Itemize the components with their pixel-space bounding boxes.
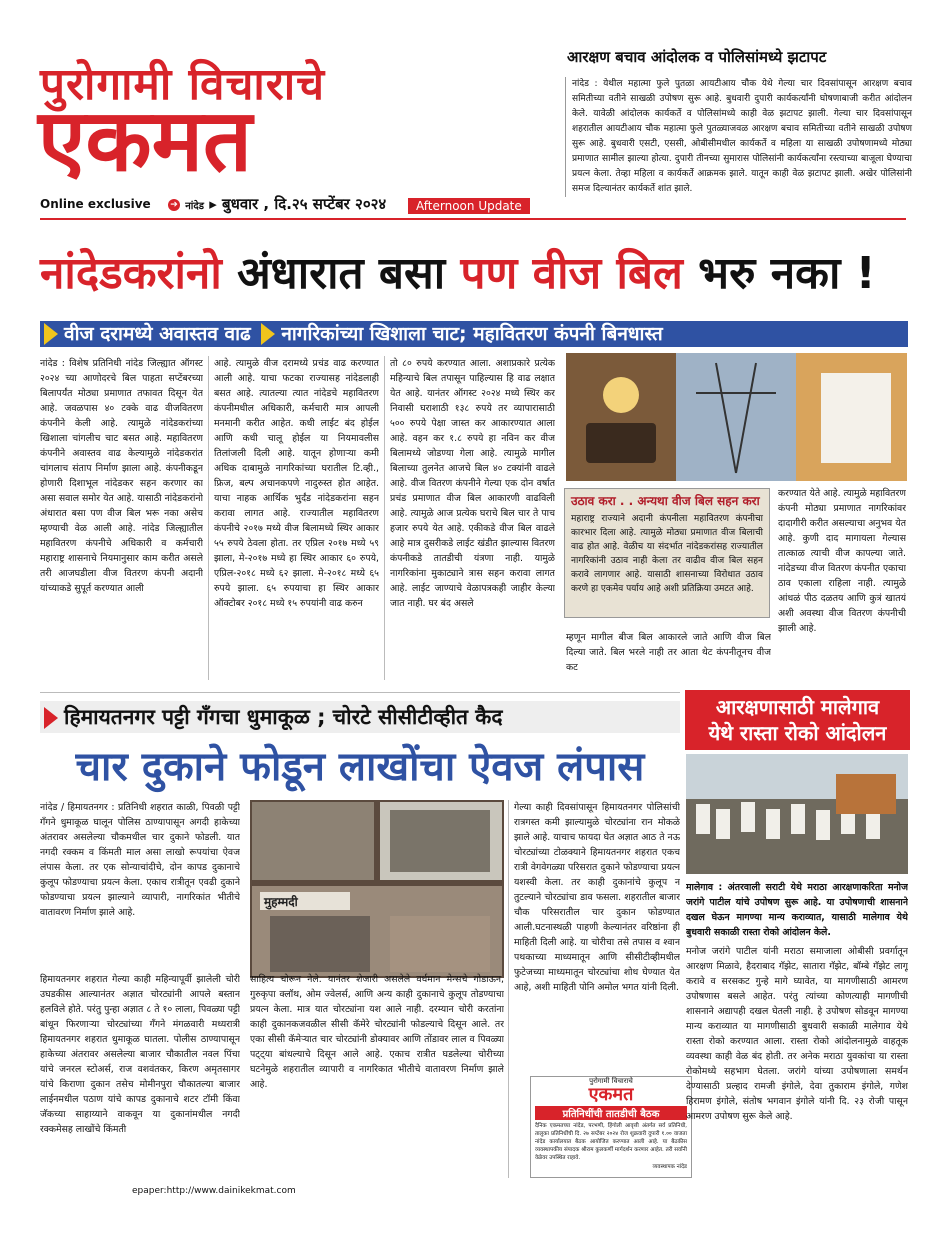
second-subheadline <box>40 701 680 733</box>
electricity-photo-collage <box>566 353 907 481</box>
column-divider <box>384 356 385 680</box>
edition-badge: Afternoon Update <box>408 198 530 214</box>
notice-logo: एकमत <box>588 1084 634 1105</box>
second-story-col-3: गेल्या काही दिवसांपासून हिमायतनगर पोलिसांची रात्रगस्त कमी झाल्यामुळे चोरट्यांना रान मोकळे झाले आहे. याचाच फायदा घेत अज्ञात आठ ते नऊ चोरट्यांच्या टोळक्याने हिमायतनगर शहरात एकच रात्री वेगवेगळ्या परिसरात दुकाने फोडण्याचा प्रयत्न यशस्वी केला. तर काही दुकानांचे कुलूप न तुटल्याने चोरट्यांचा डाव फसला. शहरातील बाजार चौक परिसरातील चार दुकान फोडण्यात आली.घटनास्थळी पाहणी केल्यानंतर वरिष्ठांना ही माहिती दिली आहे. या चोरीचा तसे तपास व श्वान पथकाच्या माध्यमातून आणि सीसीटीव्हीमधील फुटेजच्या माध्यमातून चोरट्यांचा शोध घेण्यात येत आहे, अशी माहिती पोनि अमोल भगत यांनी दिली. <box>514 802 680 993</box>
dateline <box>168 194 386 214</box>
side-box <box>564 488 770 618</box>
subheadline-1: वीज दरामध्ये अवास्तव वाढ <box>64 323 251 345</box>
meeting-notice-box <box>530 1076 692 1178</box>
main-story-col-4: म्हणून मागील बीज बिल आकारले जाते आणि वीज बिल दिल्या जाते. बिल भरले नाही तर आता थेट कंपनीतूनच वीज कट <box>566 632 771 673</box>
top-story-text: नांदेड : येथील महात्मा फुले पुतळा आयटीआय चौक येथे गेल्या चार दिवसांपासून आरक्षण बचाव समितीच्या वतीने साखळी उपोषण सुरू आहे. बुधवारी दुपारी कार्यकर्त्यांनी घोषणाबाजी करीत आंदोलन केले. यावेळी आंदोलक कार्यकर्ते व पोलिसांमध्ये काही वेळ झटापट झाली. गेल्या चार दिवसांपासून शहरातील आयटीआय चौक महात्मा फुले पुतळ्याजवळ आरक्षण बचाव समितीच्या वतीने साखळी उपोषण सुरू आहे. बुधवारी एसटी, एससी, ओबीसीमधील कार्यकर्ते व महिला या साखळी उपोषणामध्ये मोठ्या प्रमाणात सामील झाल्या होत्या. दुपारी तीनच्या सुमारास पोलिसांनी कार्यकर्त्यांना रस्त्याच्या बाजूला घेण्याचा प्रयत्न केला. तेव्हा महिला व कार्यकर्ते आक्रमक झाले. यातून काही वेळ झटापट झाली. अखेर पोलिसांनी समज दिल्यानंतर कार्यकर्ते शांत झाले. <box>565 77 912 197</box>
separator-icon: ▸ <box>209 195 217 213</box>
side-headline-line-2: येथे रास्ता रोको आंदोलन <box>708 721 887 745</box>
notice-text: दैनिक एकमतच्या नांदेड, परभणी, हिंगोली आवृत्ती अंतर्गत सर्व प्रतिनिधी, तालुका प्रतिनिधींची दि. २७ सप्टेंबर २०२४ रोज शुक्रवारी दुपारी १.०० वाजता नांदेड कार्यालयात बैठक आयोजित करण्यात आली आहे. या बैठकीस व्यवस्थापकीय संपादक श्रीराम कुलकर्णी मार्गदर्शन करणार आहेत. तरी सर्वांनी वेळेवर उपस्थित राहावे. <box>535 1123 687 1161</box>
triangle-bullet-icon <box>261 323 275 345</box>
second-subheadline-text: हिमायतनगर पट्टी गँगचा धुमाकूळ ; चोरटे सीसीटीव्हीत कैद <box>64 705 503 729</box>
main-story-col-3: तो ८० रुपये करण्यात आला. अशाप्रकारे प्रत्येक महिन्याचे बिल तपासून पाहिल्यास हि वाढ लक्षात येत आहे. यानंतर ऑगस्ट २०२४ मध्ये स्थिर कर निवासी घराशाठी १३८ रुपये तर व्यापारासाठी ५०० रुपये पेक्षा जास्त कर आकारण्यात आला आहे. वहन कर १.८ रुपये हा नविन कर वीज बिलामध्ये जोडण्या गेला आहे. त्यामुळे मागील बिलाच्या तुलनेत आजचे बिल ४० टक्यांनी वाढले आहे. वीज वितरण कंपनीने गेल्या एक दोन वर्षात प्रचंड प्रमाणात वीज बिल आकारणी वाढविली आहे. त्यामुळे आज प्रत्येक घराचे बिल चार ते पाच हजार रुपये येत आहे. एकीकडे वीज बिल वाढले आहे मात्र दुसरीकडे लाईट खंडीत झाल्यास वितरण कंपनीकडे तातडीची यंत्रणा नाही. यामुळे नागरिकांना मुकाट्याने त्रास सहन करावा लागत आहे. लाईट जाण्याचे वेळापत्रकही जाहीर केल्या जात नाही. घर बंद असले <box>390 358 555 609</box>
shop-sign-text: मुहम्मदी <box>264 895 298 909</box>
masthead-tagline: पुरोगामी विचाराचे <box>40 59 326 110</box>
masthead-divider <box>40 218 906 220</box>
second-story-col-2: साहित्य चोरून नेले. यानंतर शेजारी असलेले वर्धमान मेन्सचे गोडाऊन, गुरुकृपा क्लॉथ, ओम ज्वेलर्स, आणि अन्य काही दुकानाचे कुलूप तोडण्याचा प्रयत्न केला. मात्र यात चोरट्यांना यश आले नाही. दरम्यान चोरी करतांना काही दुकानकजवळील सीसी कॅमेरे चोरट्यांनी फोडल्याचे दिसून आले. तर एका सीसी कॅमेऱ्यात चार चोरट्यांनी डोक्यावर आणि तोंडावर लाल व पिवळ्या पट्ट्या बांधल्याचे दिसून आले आहे. एकाच रात्रीत घडलेल्या चोरीच्या घटनेमुळे शहरातील व्यापारी व नागरिकात भीतीचे वातावरण निर्माण झाले आहे. <box>250 974 504 1090</box>
side-box-title: उठाव करा . . अन्यथा वीज बिल सहन करा <box>571 494 760 508</box>
second-headline: चार दुकाने फोडून लाखोंचा ऐवज लंपास <box>75 744 645 790</box>
protest-photo <box>686 754 908 874</box>
dateline-place: नांदेड <box>185 201 205 212</box>
notice-title: प्रतिनिधींची तातडीची बैठक <box>535 1106 687 1120</box>
headline-part-2: अंधारात बसा <box>237 248 446 299</box>
subheadline-2: नागरिकांच्या खिशाला चाट; महावितरण कंपनी बिनधास्त <box>281 323 663 345</box>
shop-photos-collage <box>250 800 504 978</box>
side-story-lead: मालेगाव : अंतरवाली सराटी येथे मराठा आरक्षणाकरिता मनोज जरांगे पाटील यांचे उपोषण सुरू आहे. या उपोषणाची शासनाने दखल घेऊन मागण्या मान्य कराव्यात, यासाठी मालेगाव येथे बुधवारी सकाळी रास्ता रोको आंदोलन केले. <box>686 882 908 938</box>
second-story-col-1b: हिमायतनगर शहरात गेल्या काही महिन्यापूर्वी झालेली चोरी उघडकीस आल्यानंतर अज्ञात चोरट्यांनी आपले बस्तान हलविले होते. परंतु पुन्हा अज्ञात ८ ते १० लाला, पिवळ्या पट्टी बांधून फिरणाऱ्या चोरट्यांच्या गँगने मंगळवारी मध्यरात्री हिमायतनगर शहरात धुमाकूळ घातला. पोलीस ठाण्यापासून हाकेच्या अंतरावर असलेल्या बाजार चौकातील नवल पिंचा यांचे जनरल स्टोअर्स, राज वशवंतकर, किरण अमृतसागर यांचे किराणा दुकान तसेच मोमीनपुरा चौकातल्या बाजार लाईनमधील पठाण यांचे कापड दुकानाचे शटर टॉमी किंवा जॅकच्या साहाय्याने वाकवून या दुकानांमधील नगदी रक्कमेसह लाखोंचे किंमती <box>40 974 240 1135</box>
side-story-text: मनोज जरांगे पाटील यांनी मराठा समाजाला ओबीसी प्रवर्गातून आरक्षण मिळावे, हैदराबाद गॅझेट, सातारा गॅझेट, बॉम्बे गॅझेट लागू करावे व सरसकट गुन्हे मागे घ्यावेत, या मागणीसाठी आमरण उपोषणास बसले आहेत. परंतु त्यांच्या कोणत्याही मागणीची शासनाने अद्यापही दखल घेतली नाही. हे उपोषण सोडवून मागण्या मान्य कराव्यात या मागणीसाठी बुधवारी सकाळी मालेगाव येथे रास्ता रोको करण्यात आला. रास्ता रोको आंदोलनामुळे वाहतूक व्यवस्था काही वेळ बंद होती. तर अनेक मराठा युवकांचा या रास्ता रोकोमध्ये सहभाग घेतला. जरांगे यांच्या उपोषणाला समर्थन देण्यासाठी प्रल्हाद रामजी इंगोले, देवा तुकाराम इंगोले, गणेश हिरामण इंगोले, संतोष भगवान इंगोले यांनी दि. २३ रोजी पासून आमरण उपोषण सुरू केले आहे. <box>686 946 908 1122</box>
triangle-bullet-icon <box>44 323 58 345</box>
online-exclusive-label: Online exclusive <box>40 197 151 211</box>
side-headline <box>685 690 910 750</box>
notice-tagline: पुरोगामी विचाराचे <box>589 1077 633 1085</box>
column-divider <box>208 356 209 680</box>
shop-photos-graphic <box>250 800 504 978</box>
notice-sign: व्यवस्थापक नांदेड <box>652 1164 687 1170</box>
main-story-col-2: आहे. त्यामुळे वीज दरामध्ये प्रचंड वाढ करण्यात आली आहे. याचा फटका राज्यासह नांदेडलाही बसत आहे. त्यातल्या त्यात नांदेडचे महावितरण कंपनीमधील अधिकारी, कर्मचारी मात्र आपली मनमानी करीत आहेत. कधी लाईट बंद होईल आणि कधी चालू होईल या नियमावलीस तिलांजली दिली आहे. यातून होणाऱ्या कमी अधिक दाबामुळे नागरिकांच्या घरातील टि.व्ही., फ्रिज, बल्प अचानकपणे नादुरुस्त होत आहेत. याचा नाहक आर्थिक भुर्दंड नांदेडकरांना सहन करावा लागत आहे. राज्यातील महावितरण कंपनीचे २०१७ मध्ये वीज बिलामध्ये स्थिर आकार ५५ रुपये ठेवला होता. तर एप्रिल २०१७ मध्ये ५९ झाला, मे-२०१७ मध्ये हा स्थिर आकार ६० रुपये, एप्रिल-२०१८ मध्ये ६२ झाला. मे-२०१८ मध्ये ६५ रुपये झाला. ६५ रुपयाचा हा स्थिर आकार ऑक्टोबर २०१८ मध्ये १५ रुपयांनी वाढ करुन <box>214 358 379 609</box>
dateline-date: बुधवार , दि.२५ सप्टेंबर २०२४ <box>222 195 387 213</box>
section-divider <box>40 692 680 693</box>
second-story-col-1: नांदेड / हिमायतनगर : प्रतिनिधी शहरात काळी, पिवळी पट्टी गँगने धुमाकूळ घालून पोलिस ठाण्यापासून अगदी हाकेच्या अंतरावर असलेल्या चौकमधील चार दुकाने फोडली. यात नगदी रक्कम व किंमती माल असा लाखो रूपयांचा ऐवज लंपास केला. तर एक सोन्याचांदीचे, दोन कापड दुकानाचे कुलूप फोडण्याचा प्रयत्न केला. एकाच रात्रीतून एवढी दुकाने फोडण्याचा प्रयत्न झाल्याने व्यापारी, नागरिकांत भीतीचे वातावरण निर्माण झाले आहे. <box>40 802 240 918</box>
epaper-link[interactable]: epaper:http://www.dainikekmat.com <box>132 1186 296 1196</box>
main-story-col-1: नांदेड : विशेष प्रतिनिधी नांदेड जिल्ह्यात ऑगस्ट २०२४ च्या आणोदरचे बिल पाहता सप्टेंबरच्या बिलापर्यंत मोठ्या प्रमाणात तफावत दिसून येत आहे. जवळपास ४० टक्के वाढ वीजवितरण कंपनीने केली आहे. त्यामुळे नांदेडकरांच्या खिशाला चांगलीच चाट बसत आहे. महावितरण कंपनीने अवास्तव वाढ केल्यामुळे नांदेडकरांत चांगलाच संताप निर्माण झाला आहे. कंपनीकडून होणारी दिशाभूल नांदेडकर सहन करणार का असा सवाल समोर येत आहे. यासाठी नांदेडकरांनो अंधारात बसा पण वीज बिल भरू नका असेच म्हण्याची वेळ आली आहे. नांदेड जिल्ह्यातील महावितरण कंपनीचे अधिकारी व कर्मचारी महाराष्ट्र शासनाचे नियमानुसार काम करीत असले तरी आजघडीला वीज वितरण कंपनी अदानी यांच्याकडे सुपूर्त करण्यात आली <box>40 358 203 594</box>
main-headline <box>40 248 910 299</box>
side-box-text: महाराष्ट्र राज्याने अदानी कंपनीला महावितरण कंपनीचा कारभार दिला आहे. त्यामुळे मोठ्या प्रमाणात वीज बिलाची वाढ होत आहे. वेळीच या संदर्भात नांदेडकरांसह राज्यातील नागरिकांनी उठाव नाही केला तर वाढीव वीज बिल सहन करावे लागणार आहे. यासाठी शासनाच्या विरोधात उठाव करणे हा एकमेव पर्याय आहे अशी प्रतिक्रिया उमटत आहे. <box>571 514 763 594</box>
triangle-bullet-icon <box>44 707 58 729</box>
main-subheadline-bar <box>40 321 908 347</box>
side-headline-line-1: आरक्षणासाठी मालेगाव <box>715 695 880 719</box>
top-story-title: आरक्षण बचाव आंदोलक व पोलिसांमध्ये झटापट <box>567 48 827 66</box>
photo-collage-graphic <box>566 353 907 481</box>
headline-part-3: पण वीज बिल <box>460 248 683 299</box>
protest-photo-graphic <box>686 754 908 874</box>
masthead-logo: एकमत <box>38 91 253 191</box>
headline-part-1: नांदेडकरांनो <box>40 248 222 299</box>
main-story-col-5: करण्यात येते आहे. त्यामुळे महावितरण कंपनी मोठ्या प्रमाणात नागरिकांवर दादागीरी करीत असल्याचा अनुभव येत आहे. कुणी दाद मागायला गेल्यास तात्काळ त्याची वीज कापल्या जाते. नांदेडच्या वीज वितरण कंपनीत एकाचा ठाव एकाला राहिला नाही. त्यामुळे आंधळं पीठ दळतय आणि कुत्रं खातयं अशी अवस्था वीज वितरण कंपनीची झाली आहे. <box>778 488 906 634</box>
headline-part-4: भरु नका ! <box>698 248 876 299</box>
arrow-right-icon: ➔ <box>168 199 180 211</box>
column-divider <box>508 800 509 1178</box>
